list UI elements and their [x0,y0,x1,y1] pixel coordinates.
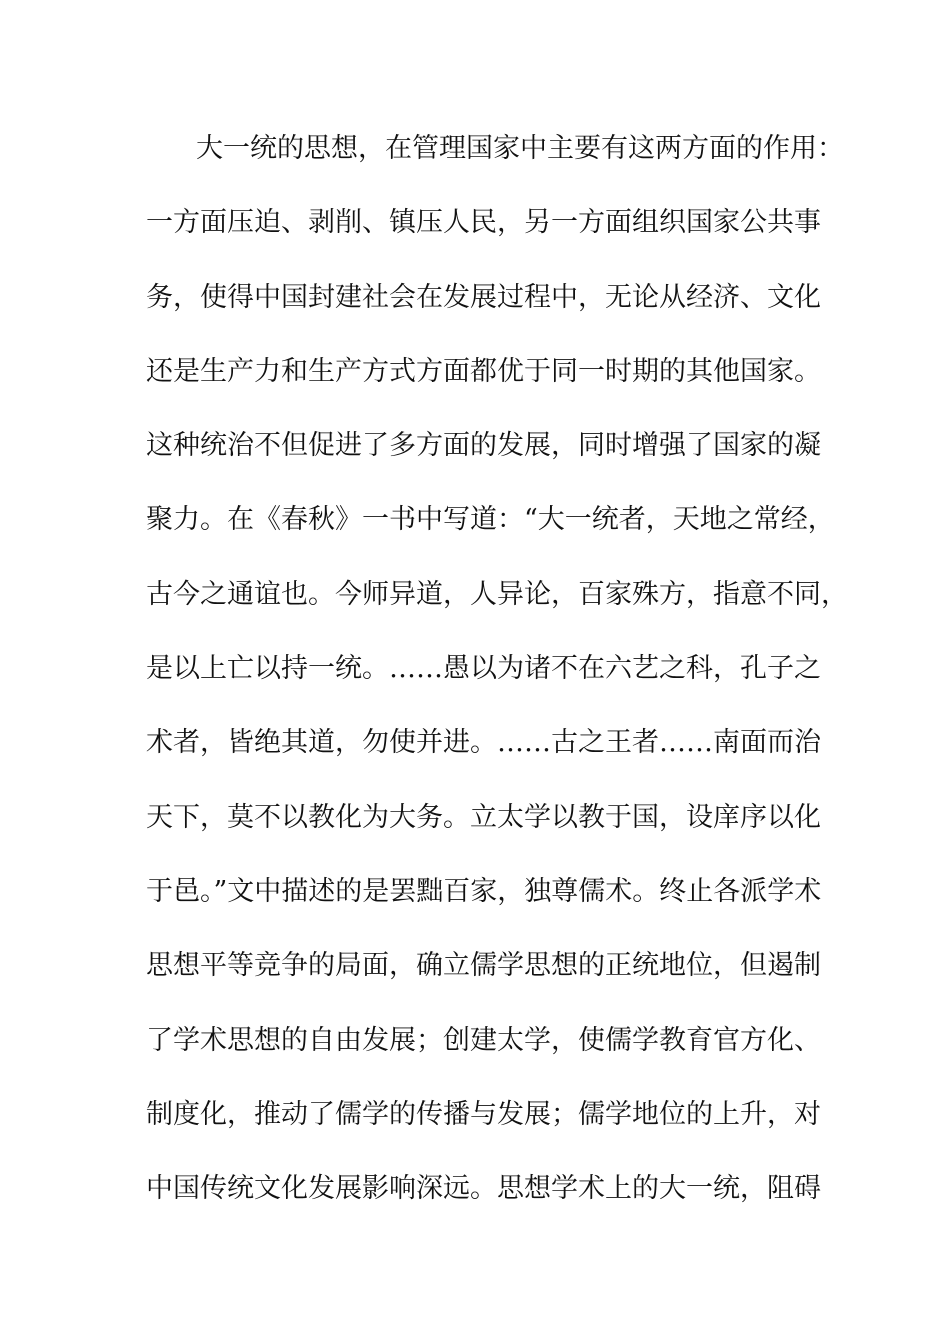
text-line: 思想平等竞争的局面，确立儒学思想的正统地位，但遏制 [146,950,821,982]
text-line: 大一统的思想，在管理国家中主要有这两方面的作用： [196,133,844,164]
text-line: 天下，莫不以教化为大务。立太学以教于国，设庠序以化 [146,801,821,833]
text-line: 这种统治不但促进了多方面的发展，同时增强了国家的凝 [146,430,821,462]
text-line: 中国传统文化发展影响深远。思想学术上的大一统，阻碍 [146,1173,821,1205]
text-line: 了学术思想的自由发展；创建太学，使儒学教育官方化、 [146,1024,821,1056]
text-line: 一方面压迫、剥削、镇压人民，另一方面组织国家公共事 [146,207,821,239]
text-line: 还是生产力和生产方式方面都优于同一时期的其他国家。 [146,355,821,387]
text-line: 术者，皆绝其道，勿使并进。……古之王者……南面而治 [146,727,821,759]
text-line: 古今之通谊也。今师异道，人异论，百家殊方，指意不同， [146,578,848,610]
body-paragraph [146,126,848,1240]
text-line: 聚力。在《春秋》一书中写道：“大一统者，天地之常经， [146,504,835,536]
text-line: 制度化，推动了儒学的传播与发展；儒学地位的上升，对 [146,1098,821,1130]
text-line: 于邑。”文中描述的是罢黜百家，独尊儒术。终止各派学术 [146,875,822,907]
text-line: 务，使得中国封建社会在发展过程中，无论从经济、文化 [146,281,821,313]
text-line: 是以上亡以持一统。……愚以为诸不在六艺之科，孔子之 [146,653,821,685]
